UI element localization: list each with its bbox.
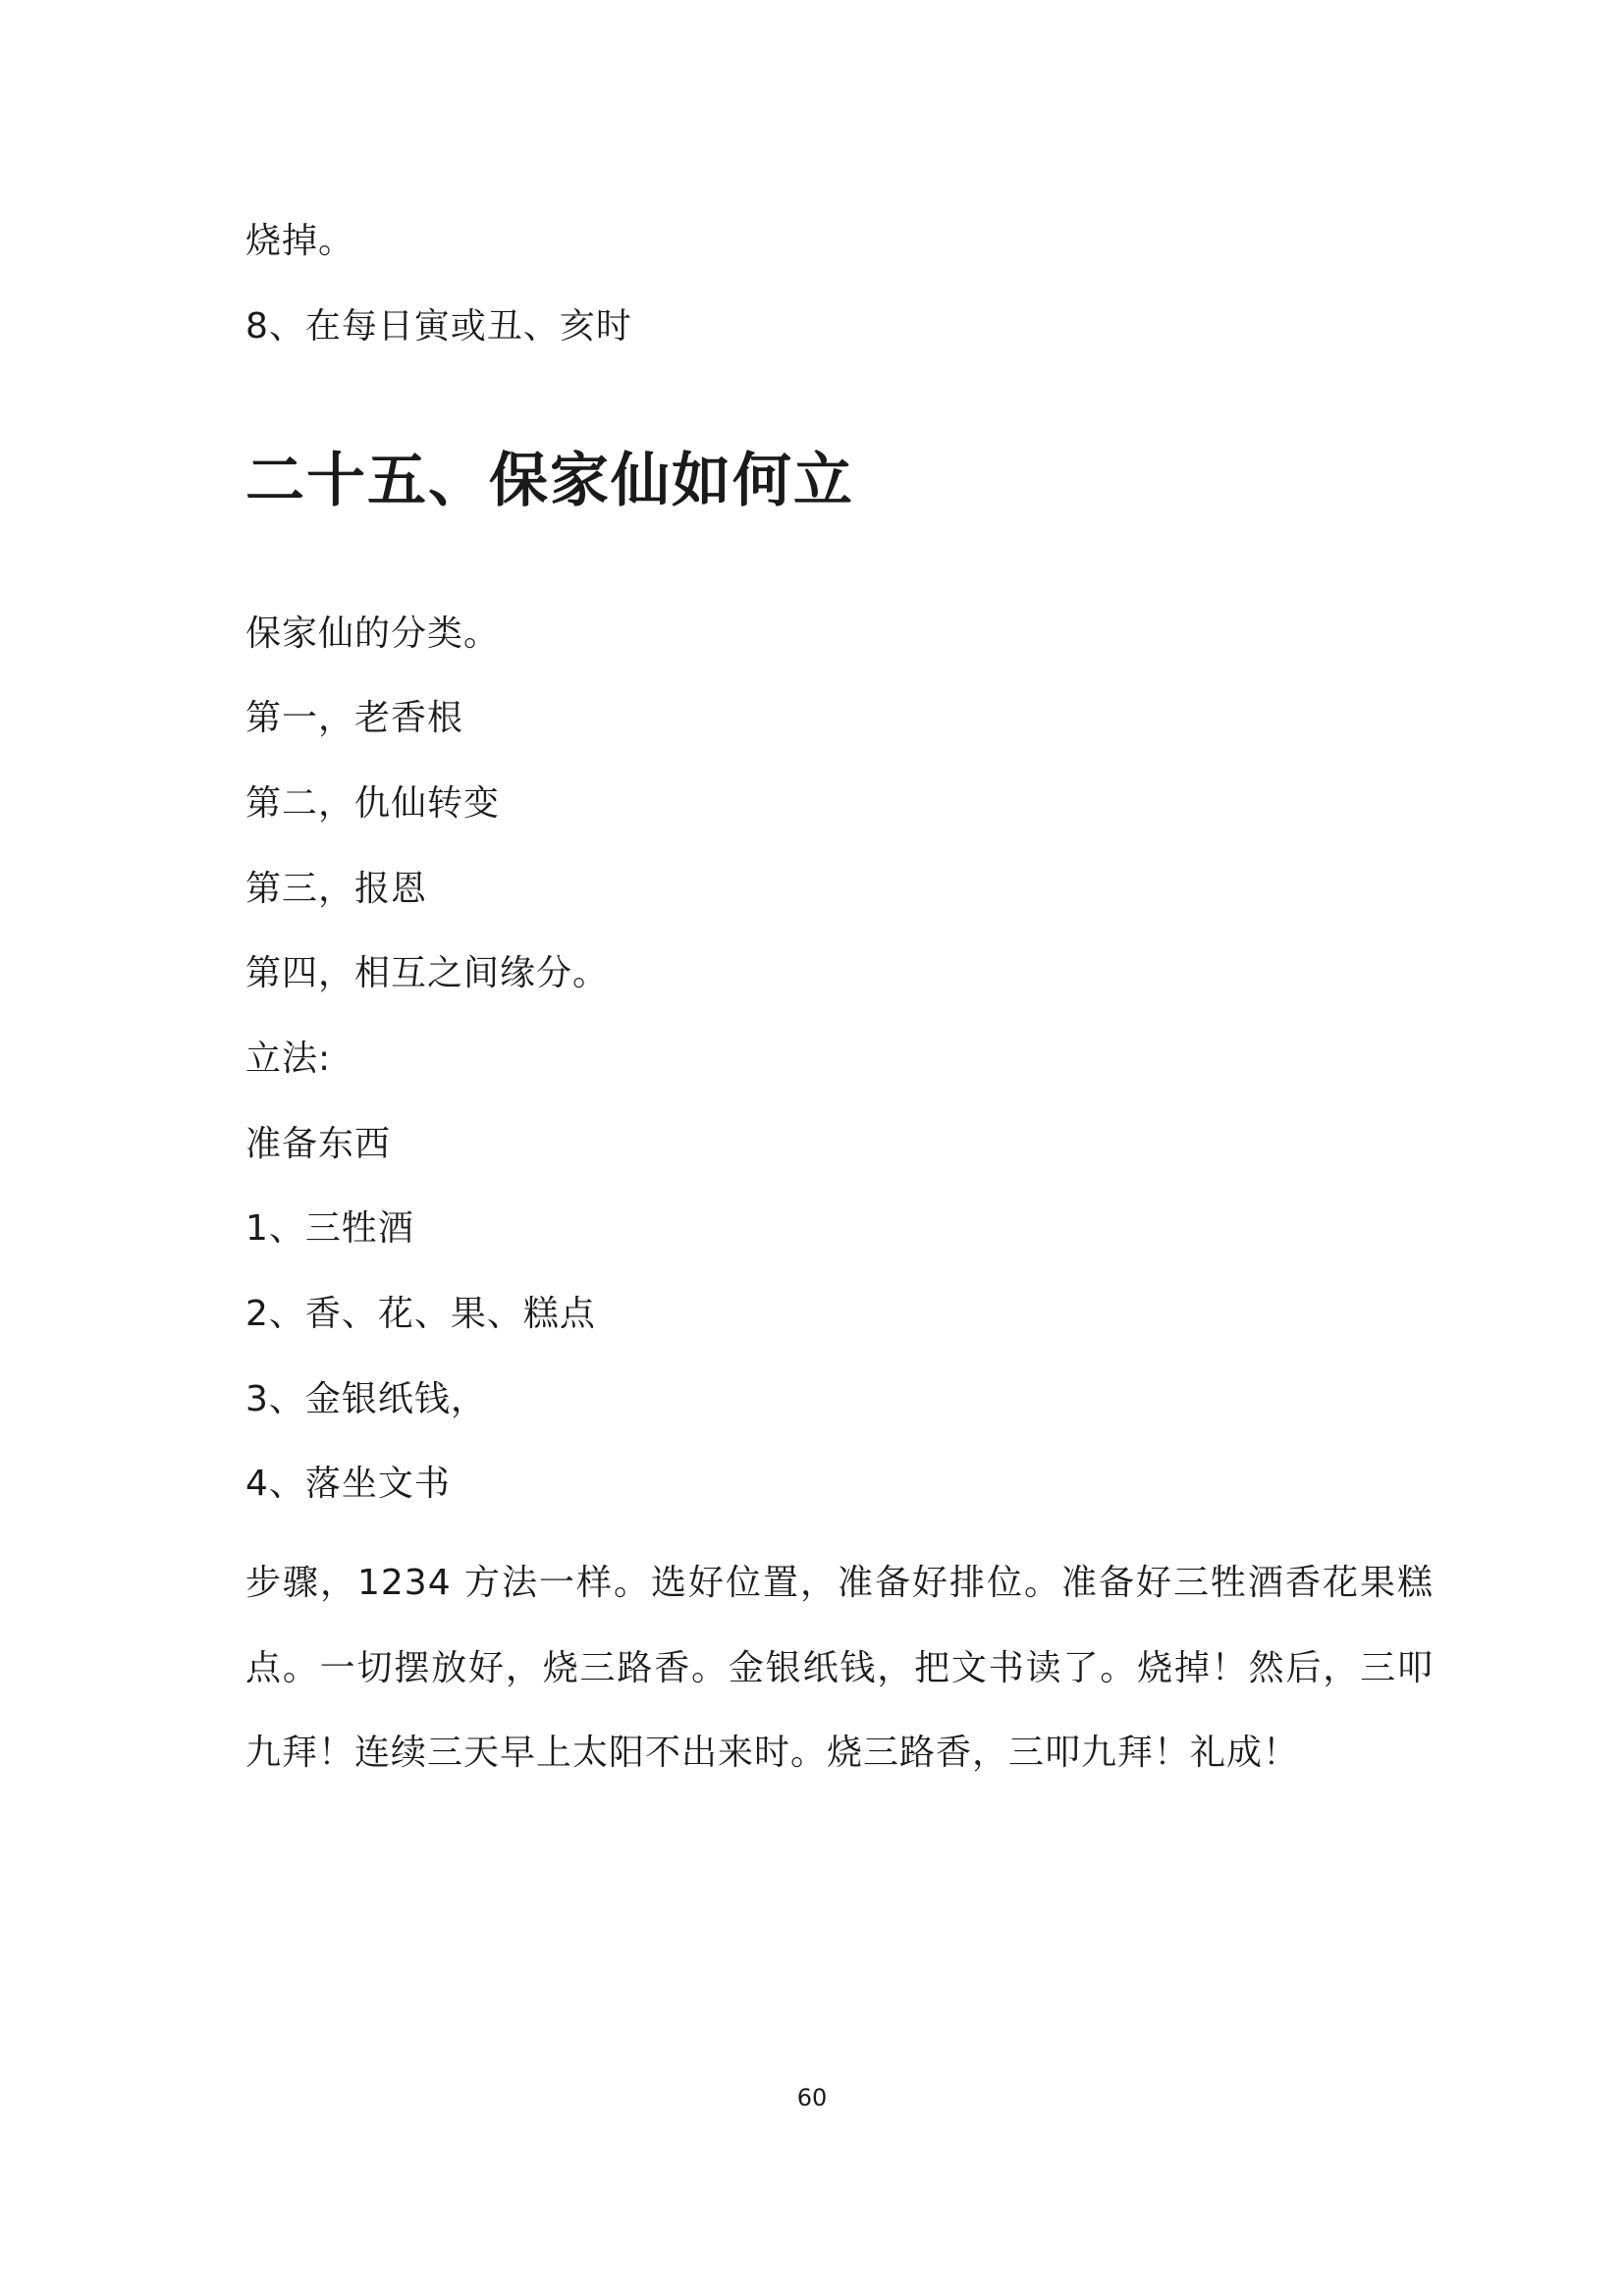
text-line-method: 立法: [245, 1039, 332, 1079]
text-line-fourth: 第四，相互之间缘分。 [245, 953, 610, 993]
text-line-third: 第三，报恩 [245, 869, 428, 909]
list-item-2: 2、香、花、果、糕点 [245, 1294, 596, 1334]
section-heading: 二十五、保家仙如何立 [245, 447, 854, 515]
text-line-second: 第二，仇仙转变 [245, 783, 501, 824]
text-line-prepare: 准备东西 [245, 1124, 392, 1164]
text-line-step-8: 8、在每日寅或丑、亥时 [245, 306, 632, 347]
list-item-3: 3、金银纸钱， [245, 1379, 487, 1419]
steps-paragraph: 步骤，1234 方法一样。选好位置，准备好排位。准备好三牲酒香花果糕点。一切摆放好，烧三路香。金银纸钱，把文书读了。烧掉！然后，三叩九拜！连续三天早上太阳不出来时。烧三路香，三叩九拜！礼成！ [245, 1563, 1434, 1773]
page-number: 60 [796, 2084, 828, 2111]
text-line-classification: 保家仙的分类。 [245, 614, 501, 654]
list-item-1: 1、三牲酒 [245, 1208, 414, 1249]
text-line-first: 第一，老香根 [245, 698, 464, 738]
text-line-burn: 烧掉。 [245, 221, 355, 261]
list-item-4: 4、落坐文书 [245, 1464, 451, 1504]
